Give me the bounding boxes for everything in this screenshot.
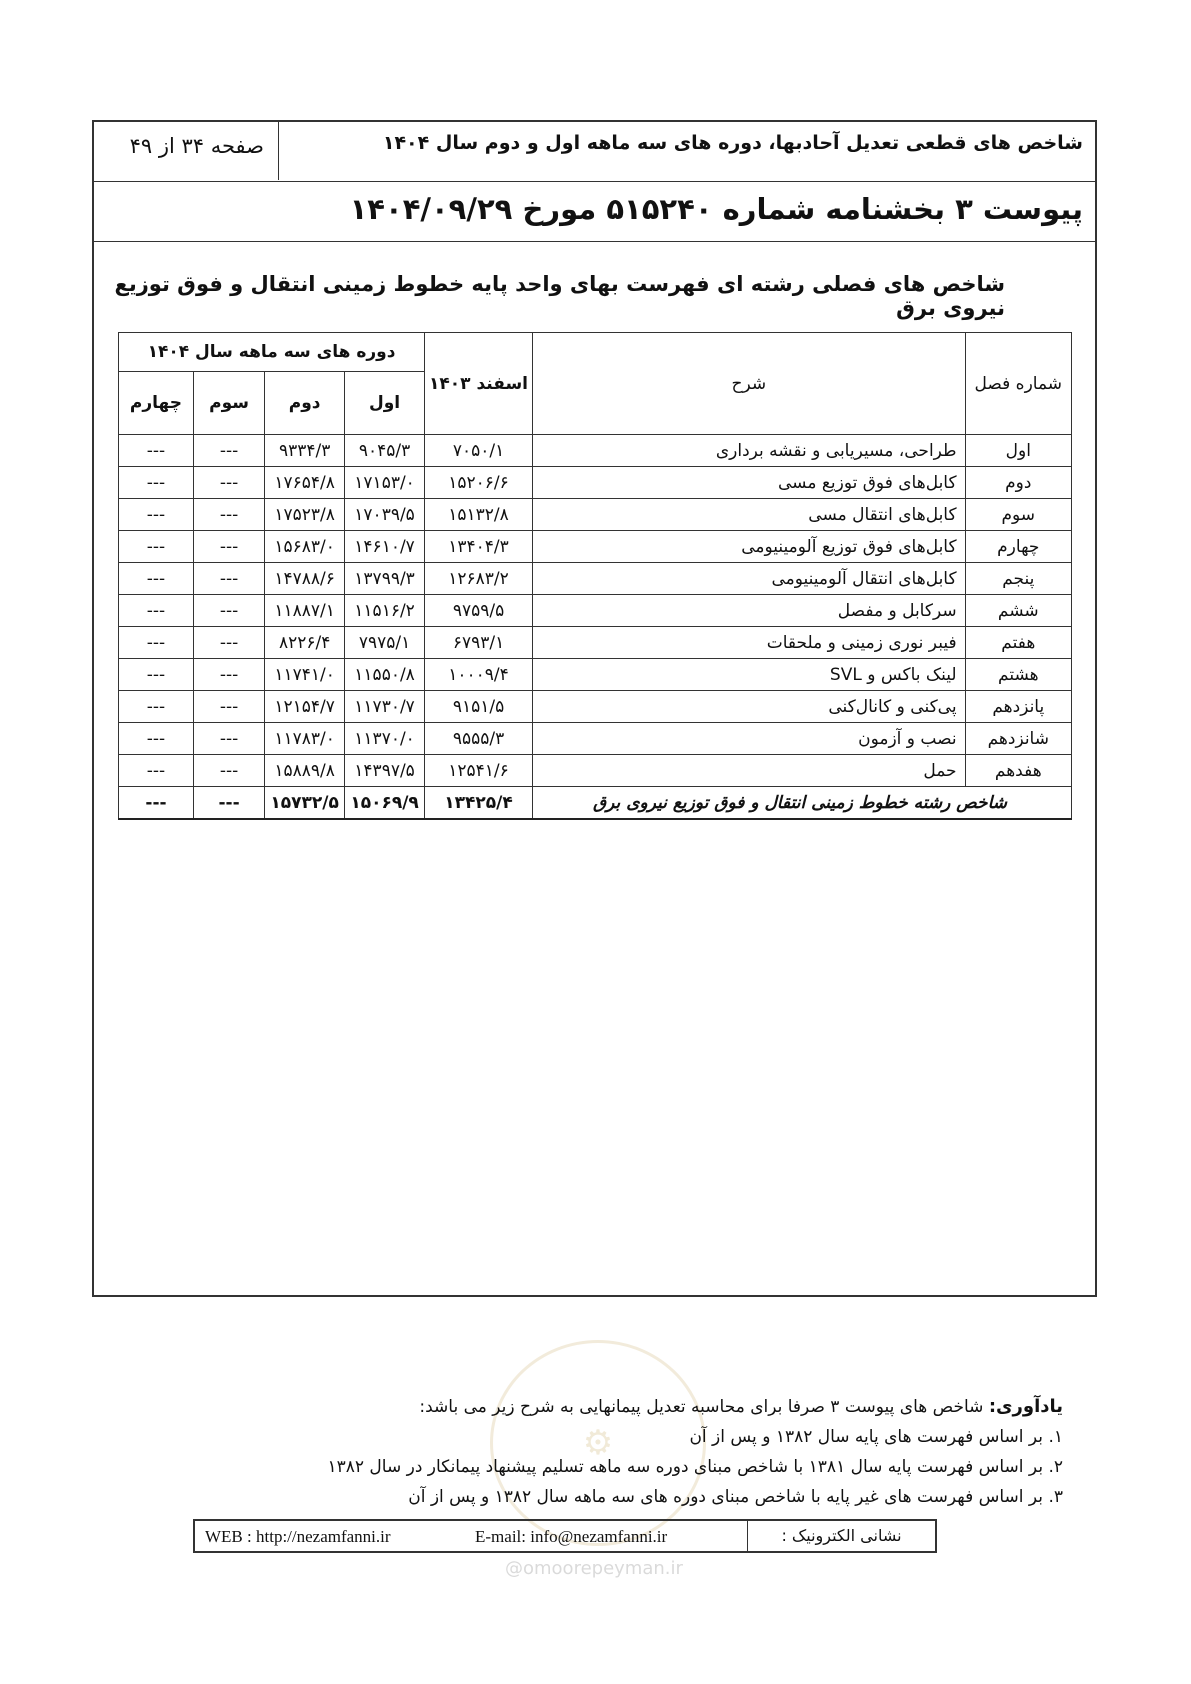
table-row [119, 755, 1072, 787]
cell-q4: --- [119, 435, 194, 467]
header-periods: دوره های سه ماهه سال ۱۴۰۴ [119, 333, 425, 372]
cell-description: کابل‌های انتقال آلومینیومی [533, 563, 966, 595]
cell-description: نصب و آزمون [533, 723, 966, 755]
cell-q4: --- [119, 595, 194, 627]
footer-contact [193, 1519, 937, 1553]
cell-q2: ۱۱۸۸۷/۱ [265, 595, 345, 627]
cell-q3: --- [193, 755, 264, 787]
table-row [119, 691, 1072, 723]
cell-q2: ۱۷۵۲۳/۸ [265, 499, 345, 531]
cell-q2: ۱۵۶۸۳/۰ [265, 531, 345, 563]
cell-description: لینک باکس و SVL [533, 659, 966, 691]
cell-esfand: ۱۳۴۰۴/۳ [425, 531, 533, 563]
header-q2: دوم [265, 372, 345, 435]
cell-chapter: شانزدهم [965, 723, 1071, 755]
cell-chapter: دوم [965, 467, 1071, 499]
header-q3: سوم [193, 372, 264, 435]
notes-intro [283, 1392, 1063, 1422]
cell-description: سرکابل و مفصل [533, 595, 966, 627]
cell-chapter: چهارم [965, 531, 1071, 563]
cell-esfand: ۶۷۹۳/۱ [425, 627, 533, 659]
total-q4: --- [119, 787, 194, 820]
cell-q2: ۱۵۸۸۹/۸ [265, 755, 345, 787]
footer-web-link[interactable]: WEB : http://nezamfanni.ir [205, 1527, 391, 1546]
cell-q3: --- [193, 499, 264, 531]
cell-q1: ۱۱۵۵۰/۸ [345, 659, 425, 691]
cell-chapter: پانزدهم [965, 691, 1071, 723]
notes-intro-text: شاخص های پیوست ۳ صرفا برای محاسبه تعدیل پیمانهایی به شرح زیر می باشد: [419, 1397, 989, 1417]
note-item: ۱. بر اساس فهرست های پایه سال ۱۳۸۲ و پس از آن [689, 1427, 1063, 1447]
cell-q3: --- [193, 531, 264, 563]
watermark-logo: ⚙ [490, 1340, 706, 1546]
page-number: صفحه ۳۴ از ۴۹ [129, 134, 264, 158]
cell-q4: --- [119, 531, 194, 563]
cell-q3: --- [193, 723, 264, 755]
total-q3: --- [193, 787, 264, 820]
watermark-text: @omoorepeyman.ir [505, 1558, 683, 1579]
cell-chapter: ششم [965, 595, 1071, 627]
cell-esfand: ۹۵۵۵/۳ [425, 723, 533, 755]
note-item: ۳. بر اساس فهرست های غیر پایه با شاخص مبنای دوره های سه ماهه سال ۱۳۸۲ و پس از آن [408, 1487, 1063, 1507]
cell-description: فیبر نوری زمینی و ملحقات [533, 627, 966, 659]
cell-q2: ۱۷۶۵۴/۸ [265, 467, 345, 499]
total-q2: ۱۵۷۳۲/۵ [265, 787, 345, 820]
table-row [119, 627, 1072, 659]
table-row [119, 499, 1072, 531]
cell-q1: ۱۷۰۳۹/۵ [345, 499, 425, 531]
table-row [119, 723, 1072, 755]
cell-q1: ۱۱۷۳۰/۷ [345, 691, 425, 723]
cell-chapter: هشتم [965, 659, 1071, 691]
page-frame [92, 120, 1097, 1297]
cell-q2: ۱۲۱۵۴/۷ [265, 691, 345, 723]
cell-q4: --- [119, 659, 194, 691]
cell-q3: --- [193, 595, 264, 627]
cell-q1: ۱۴۳۹۷/۵ [345, 755, 425, 787]
cell-q2: ۹۳۳۴/۳ [265, 435, 345, 467]
cell-q3: --- [193, 467, 264, 499]
page-number-box [94, 122, 279, 180]
cell-q2: ۱۱۷۸۳/۰ [265, 723, 345, 755]
cell-q1: ۱۴۶۱۰/۷ [345, 531, 425, 563]
cell-esfand: ۱۲۵۴۱/۶ [425, 755, 533, 787]
document-header [94, 122, 1095, 182]
cell-q3: --- [193, 691, 264, 723]
table-title: شاخص های فصلی رشته ای فهرست بهای واحد پایه خطوط زمینی انتقال و فوق توزیع نیروی برق [114, 272, 1005, 320]
cell-q1: ۱۷۱۵۳/۰ [345, 467, 425, 499]
cell-description: پی‌کنی و کانال‌کنی [533, 691, 966, 723]
header-q1: اول [345, 372, 425, 435]
cell-q1: ۱۱۵۱۶/۲ [345, 595, 425, 627]
cell-description: کابل‌های فوق توزیع آلومینیومی [533, 531, 966, 563]
cell-q4: --- [119, 755, 194, 787]
cell-q4: --- [119, 691, 194, 723]
table-row [119, 595, 1072, 627]
cell-chapter: پنجم [965, 563, 1071, 595]
cell-q3: --- [193, 627, 264, 659]
cell-chapter: سوم [965, 499, 1071, 531]
cell-chapter: هفدهم [965, 755, 1071, 787]
header-q4: چهارم [119, 372, 194, 435]
annex-header [94, 182, 1095, 242]
cell-q1: ۱۳۷۹۹/۳ [345, 563, 425, 595]
notes-lead: یادآوری: [988, 1396, 1063, 1417]
cell-q2: ۱۴۷۸۸/۶ [265, 563, 345, 595]
cell-q3: --- [193, 435, 264, 467]
cell-esfand: ۱۰۰۰۹/۴ [425, 659, 533, 691]
cell-description: طراحی، مسیریابی و نقشه برداری [533, 435, 966, 467]
table-row [119, 659, 1072, 691]
cell-chapter: اول [965, 435, 1071, 467]
cell-q1: ۷۹۷۵/۱ [345, 627, 425, 659]
cell-q2: ۱۱۷۴۱/۰ [265, 659, 345, 691]
cell-esfand: ۱۵۱۳۲/۸ [425, 499, 533, 531]
cell-q4: --- [119, 499, 194, 531]
cell-q4: --- [119, 563, 194, 595]
cell-q3: --- [193, 563, 264, 595]
notes-section [283, 1392, 1063, 1512]
note-item: ۲. بر اساس فهرست پایه سال ۱۳۸۱ با شاخص مبنای دوره سه ماهه تسلیم پیشنهاد پیمانکار در سال ۱۳۸۲ [327, 1457, 1063, 1477]
footer-label: نشانی الکترونیک : [747, 1521, 935, 1551]
total-row [119, 787, 1072, 820]
table-row [119, 435, 1072, 467]
cell-esfand: ۷۰۵۰/۱ [425, 435, 533, 467]
header-esfand: اسفند ۱۴۰۳ [425, 333, 533, 435]
total-description: شاخص رشته خطوط زمینی انتقال و فوق توزیع نیروی برق [533, 787, 1072, 820]
index-table [118, 332, 1072, 820]
cell-description: کابل‌های انتقال مسی [533, 499, 966, 531]
cell-q3: --- [193, 659, 264, 691]
table-row [119, 563, 1072, 595]
annex-title: پیوست ۳ بخشنامه شماره ۵۱۵۲۴۰ مورخ ۱۴۰۴/۰۹/۲۹ [349, 192, 1083, 226]
cell-esfand: ۹۱۵۱/۵ [425, 691, 533, 723]
cell-description: حمل [533, 755, 966, 787]
cell-q4: --- [119, 723, 194, 755]
cell-esfand: ۱۵۲۰۶/۶ [425, 467, 533, 499]
document-title: شاخص های قطعی تعدیل آحادبها، دوره های سه ماهه اول و دوم سال ۱۴۰۴ [382, 132, 1083, 154]
header-chapter: شماره فصل [965, 333, 1071, 435]
footer-email-link[interactable]: E-mail: info@nezamfanni.ir [475, 1527, 668, 1546]
cell-q4: --- [119, 467, 194, 499]
cell-q4: --- [119, 627, 194, 659]
cell-q1: ۹۰۴۵/۳ [345, 435, 425, 467]
table-row [119, 467, 1072, 499]
total-q1: ۱۵۰۶۹/۹ [345, 787, 425, 820]
cell-q1: ۱۱۳۷۰/۰ [345, 723, 425, 755]
cell-esfand: ۹۷۵۹/۵ [425, 595, 533, 627]
table-row [119, 531, 1072, 563]
cell-description: کابل‌های فوق توزیع مسی [533, 467, 966, 499]
header-description: شرح [533, 333, 966, 435]
cell-q2: ۸۲۲۶/۴ [265, 627, 345, 659]
cell-chapter: هفتم [965, 627, 1071, 659]
cell-esfand: ۱۲۶۸۳/۲ [425, 563, 533, 595]
total-esfand: ۱۳۴۲۵/۴ [425, 787, 533, 820]
